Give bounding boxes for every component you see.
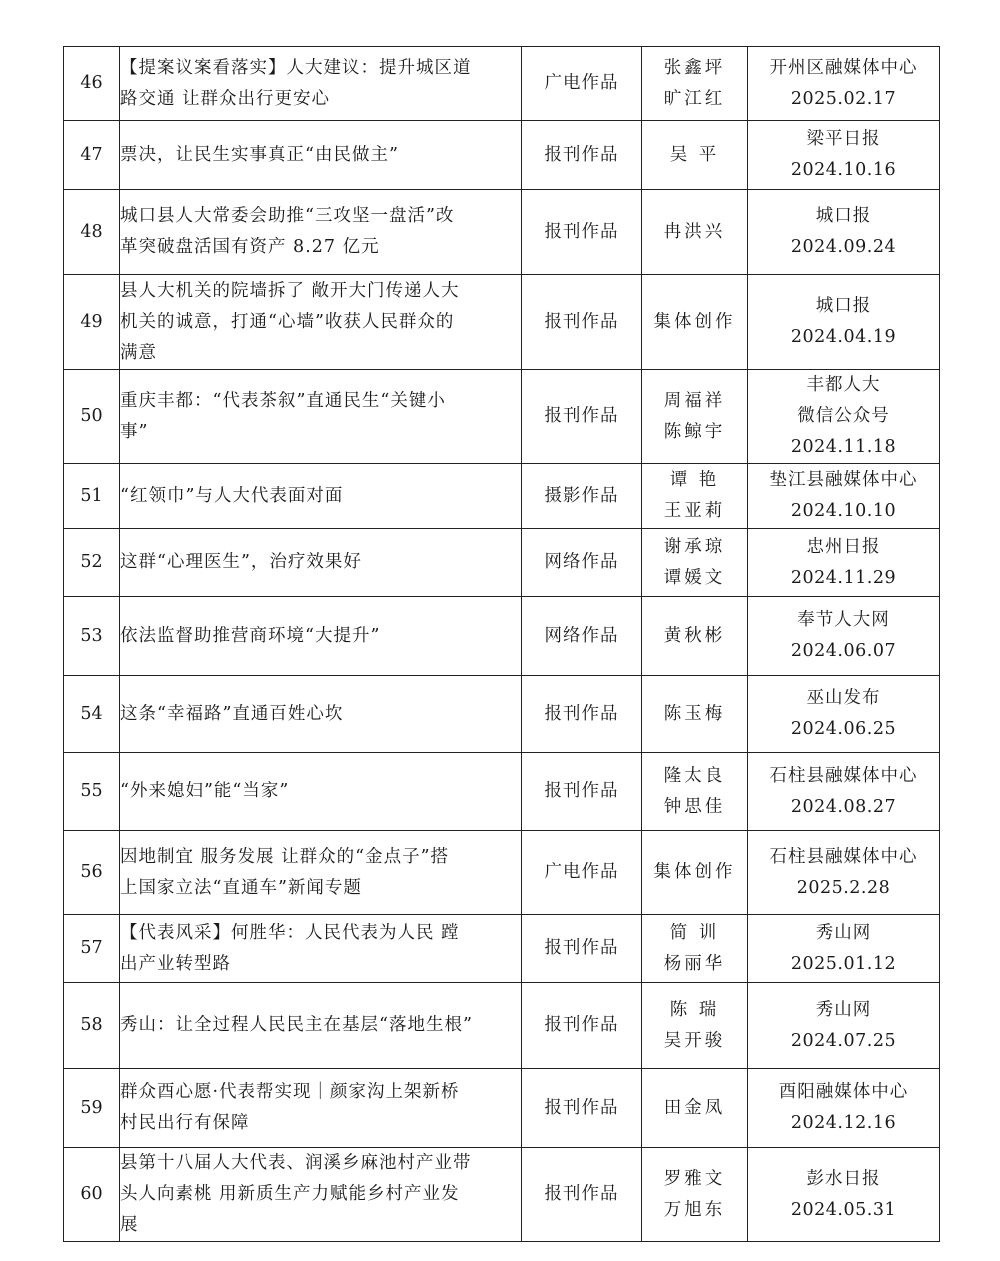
author-name: 罗雅文 xyxy=(663,1168,726,1189)
work-title-line: 【代表风采】何胜华：人民代表为人民 蹚 xyxy=(120,922,460,943)
work-title-cell xyxy=(120,370,522,464)
publisher-name: 微信公众号 xyxy=(797,406,890,426)
source-cell xyxy=(748,983,940,1069)
work-title-line: 机关的诚意，打通“心墙”收获人民群众的 xyxy=(120,311,455,332)
row-number: 50 xyxy=(80,406,103,426)
category-cell xyxy=(522,275,642,370)
category: 广电作品 xyxy=(544,73,619,93)
authors-cell xyxy=(642,1148,748,1242)
work-title-line: 头人向素桃 用新质生产力赋能乡村产业发 xyxy=(120,1184,460,1204)
author-name: 陈鲸宇 xyxy=(663,421,726,442)
author-name: 谭媛文 xyxy=(663,567,726,588)
author-name: 简 训 xyxy=(669,922,720,943)
author-name: 杨丽华 xyxy=(663,953,726,974)
table-body xyxy=(64,47,940,1242)
table-row xyxy=(64,1148,940,1242)
category-cell xyxy=(522,370,642,464)
row-number-cell xyxy=(64,753,120,831)
work-title-cell xyxy=(120,529,522,597)
authors-cell xyxy=(642,275,748,370)
author-name: 张鑫坪 xyxy=(663,57,726,78)
publisher-name: 秀山网 xyxy=(815,922,872,943)
row-number-cell xyxy=(64,597,120,676)
row-number-cell xyxy=(64,915,120,983)
publisher-name: 城口报 xyxy=(815,296,872,316)
authors-cell xyxy=(642,915,748,983)
author-name: 王亚莉 xyxy=(663,501,726,521)
work-title-line: 革突破盘活国有资产 8.27 亿元 xyxy=(120,237,380,257)
category: 报刊作品 xyxy=(544,144,619,165)
work-title-line: “外来媳妇”能“当家” xyxy=(120,781,290,801)
category: 广电作品 xyxy=(544,862,619,882)
work-title-line: 这条“幸福路”直通百姓心坎 xyxy=(120,703,344,724)
work-title-line: 票决，让民生实事真正“由民做主” xyxy=(120,144,399,165)
table-row xyxy=(64,831,940,915)
publish-date: 2024.07.25 xyxy=(790,1030,897,1051)
publish-date: 2024.06.25 xyxy=(790,719,897,739)
author-name: 万旭东 xyxy=(663,1199,726,1220)
author-name: 集体创作 xyxy=(653,311,736,332)
category-cell xyxy=(522,529,642,597)
source-cell xyxy=(748,190,940,275)
source-cell xyxy=(748,370,940,464)
work-title-line: 满意 xyxy=(120,342,157,363)
row-number: 48 xyxy=(80,221,103,242)
publish-date: 2024.11.29 xyxy=(790,567,897,588)
row-number: 56 xyxy=(80,862,103,882)
authors-cell xyxy=(642,753,748,831)
row-number-cell xyxy=(64,121,120,190)
author-name: 田金凤 xyxy=(663,1097,726,1118)
table-row xyxy=(64,1069,940,1148)
category-cell xyxy=(522,831,642,915)
publish-date: 2025.2.28 xyxy=(796,877,891,898)
category: 报刊作品 xyxy=(544,406,619,426)
source-cell xyxy=(748,464,940,529)
work-title-cell xyxy=(120,983,522,1069)
author-name: 陈 瑞 xyxy=(669,999,720,1020)
publish-date: 2024.10.16 xyxy=(790,160,897,180)
work-title-line: 展 xyxy=(120,1215,139,1235)
row-number-cell xyxy=(64,47,120,121)
publisher-name: 梁平日报 xyxy=(806,129,881,149)
table-row xyxy=(64,275,940,370)
work-title-cell xyxy=(120,464,522,529)
work-title-cell xyxy=(120,47,522,121)
author-name: 冉洪兴 xyxy=(663,221,726,242)
author-name: 黄秋彬 xyxy=(663,625,726,646)
authors-cell xyxy=(642,190,748,275)
table-row xyxy=(64,597,940,676)
row-number: 47 xyxy=(80,144,103,165)
category-cell xyxy=(522,1069,642,1148)
category-cell xyxy=(522,597,642,676)
row-number-cell xyxy=(64,676,120,753)
row-number: 57 xyxy=(80,938,103,958)
row-number-cell xyxy=(64,464,120,529)
source-cell xyxy=(748,275,940,370)
table-row xyxy=(64,370,940,464)
category: 网络作品 xyxy=(544,625,619,646)
row-number: 51 xyxy=(80,485,103,506)
work-title-line: 路交通 让群众出行更安心 xyxy=(120,88,331,109)
publisher-name: 忠州日报 xyxy=(806,536,881,557)
table-row xyxy=(64,464,940,529)
category-cell xyxy=(522,47,642,121)
publish-date: 2025.01.12 xyxy=(790,953,897,974)
row-number-cell xyxy=(64,275,120,370)
source-cell xyxy=(748,831,940,915)
row-number: 58 xyxy=(80,1015,103,1035)
row-number: 53 xyxy=(80,625,103,646)
author-name: 旷江红 xyxy=(663,88,726,109)
table-row xyxy=(64,753,940,831)
category: 摄影作品 xyxy=(544,485,619,506)
author-name: 吴开骏 xyxy=(663,1030,726,1051)
category: 报刊作品 xyxy=(544,703,619,724)
work-title-cell xyxy=(120,753,522,831)
category-cell xyxy=(522,676,642,753)
row-number: 52 xyxy=(80,552,103,572)
work-title-cell xyxy=(120,1069,522,1148)
work-title-line: 因地制宜 服务发展 让群众的“金点子”搭 xyxy=(120,846,450,867)
publisher-name: 酉阳融媒体中心 xyxy=(778,1082,909,1102)
category-cell xyxy=(522,983,642,1069)
authors-cell xyxy=(642,676,748,753)
authors-cell xyxy=(642,47,748,121)
author-name: 集体创作 xyxy=(653,862,736,882)
row-number-cell xyxy=(64,1148,120,1242)
publisher-name: 垫江县融媒体中心 xyxy=(769,470,918,490)
work-title-cell xyxy=(120,597,522,676)
table-row xyxy=(64,915,940,983)
category-cell xyxy=(522,121,642,190)
author-name: 钟思佳 xyxy=(663,796,726,817)
row-number: 59 xyxy=(80,1097,103,1118)
category-cell xyxy=(522,464,642,529)
author-name: 周福祥 xyxy=(663,390,726,411)
work-title-line: 重庆丰都：“代表茶叙”直通民生“关键小 xyxy=(120,390,446,411)
row-number-cell xyxy=(64,983,120,1069)
publish-date: 2024.09.24 xyxy=(790,237,897,257)
work-title-line: 事” xyxy=(120,421,149,442)
row-number-cell xyxy=(64,831,120,915)
authors-cell xyxy=(642,597,748,676)
source-cell xyxy=(748,597,940,676)
publisher-name: 丰都人大 xyxy=(806,375,881,395)
row-number-cell xyxy=(64,370,120,464)
table-row xyxy=(64,529,940,597)
work-title-cell xyxy=(120,121,522,190)
work-title-cell xyxy=(120,190,522,275)
work-title-line: 秀山：让全过程人民民主在基层“落地生根” xyxy=(120,1015,473,1035)
row-number-cell xyxy=(64,1069,120,1148)
source-cell xyxy=(748,47,940,121)
table-row xyxy=(64,47,940,121)
authors-cell xyxy=(642,121,748,190)
work-title-line: 村民出行有保障 xyxy=(120,1113,250,1133)
table-row xyxy=(64,676,940,753)
authors-cell xyxy=(642,1069,748,1148)
publish-date: 2024.04.19 xyxy=(790,327,897,347)
category-cell xyxy=(522,753,642,831)
publisher-name: 巫山发布 xyxy=(806,688,881,708)
work-title-cell xyxy=(120,275,522,370)
work-title-line: “红领巾”与人大代表面对面 xyxy=(120,485,344,506)
category: 报刊作品 xyxy=(544,311,619,332)
author-name: 陈玉梅 xyxy=(663,703,726,724)
publisher-name: 秀山网 xyxy=(815,999,872,1020)
publish-date: 2024.08.27 xyxy=(790,796,897,817)
publish-date: 2024.12.16 xyxy=(790,1113,897,1133)
row-number-cell xyxy=(64,529,120,597)
work-title-line: 依法监督助推营商环境“大提升” xyxy=(120,625,381,646)
author-name: 隆太良 xyxy=(663,765,726,786)
work-title-line: 上国家立法“直通车”新闻专题 xyxy=(120,877,362,898)
work-title-line: 县第十八届人大代表、润溪乡麻池村产业带 xyxy=(120,1153,472,1173)
work-title-line: 城口县人大常委会助推“三攻坚一盘活”改 xyxy=(120,206,455,226)
work-title-line: 【提案议案看落实】人大建议：提升城区道 xyxy=(120,57,472,78)
category-cell xyxy=(522,190,642,275)
category-cell xyxy=(522,915,642,983)
table-row xyxy=(64,121,940,190)
authors-cell xyxy=(642,831,748,915)
work-title-line: 县人大机关的院墙拆了 敞开大门传递人大 xyxy=(120,280,460,301)
publisher-name: 石柱县融媒体中心 xyxy=(769,846,918,867)
awards-table xyxy=(63,46,940,1242)
author-name: 谢承琼 xyxy=(663,536,726,557)
category: 报刊作品 xyxy=(544,1184,619,1204)
author-name: 吴 平 xyxy=(669,144,720,165)
row-number: 49 xyxy=(80,311,103,332)
category: 报刊作品 xyxy=(544,221,619,242)
publisher-name: 城口报 xyxy=(815,206,872,226)
category: 报刊作品 xyxy=(544,938,619,958)
work-title-cell xyxy=(120,676,522,753)
publisher-name: 奉节人大网 xyxy=(797,610,890,630)
work-title-line: 出产业转型路 xyxy=(120,953,231,974)
work-title-cell xyxy=(120,831,522,915)
author-name: 谭 艳 xyxy=(669,470,720,490)
work-title-line: 群众酉心愿·代表帮实现｜颜家沟上架新桥 xyxy=(120,1082,460,1102)
table-row xyxy=(64,983,940,1069)
authors-cell xyxy=(642,370,748,464)
publish-date: 2024.06.07 xyxy=(790,641,897,661)
work-title-cell xyxy=(120,1148,522,1242)
authors-cell xyxy=(642,464,748,529)
work-title-cell xyxy=(120,915,522,983)
publish-date: 2025.02.17 xyxy=(790,88,897,109)
row-number-cell xyxy=(64,190,120,275)
source-cell xyxy=(748,121,940,190)
source-cell xyxy=(748,753,940,831)
authors-cell xyxy=(642,983,748,1069)
source-cell xyxy=(748,915,940,983)
work-title-line: 这群“心理医生”，治疗效果好 xyxy=(120,552,362,572)
source-cell xyxy=(748,676,940,753)
row-number: 60 xyxy=(80,1184,103,1204)
publish-date: 2024.10.10 xyxy=(790,501,897,521)
source-cell xyxy=(748,529,940,597)
category: 网络作品 xyxy=(544,552,619,572)
publisher-name: 开州区融媒体中心 xyxy=(769,57,918,78)
authors-cell xyxy=(642,529,748,597)
category: 报刊作品 xyxy=(544,781,619,801)
category: 报刊作品 xyxy=(544,1015,619,1035)
publisher-name: 彭水日报 xyxy=(806,1168,881,1189)
row-number: 46 xyxy=(80,73,103,93)
source-cell xyxy=(748,1148,940,1242)
category-cell xyxy=(522,1148,642,1242)
row-number: 55 xyxy=(80,781,103,801)
publisher-name: 石柱县融媒体中心 xyxy=(769,765,918,786)
publish-date: 2024.05.31 xyxy=(790,1199,897,1220)
publish-date: 2024.11.18 xyxy=(790,437,897,457)
source-cell xyxy=(748,1069,940,1148)
row-number: 54 xyxy=(80,703,103,724)
table-row xyxy=(64,190,940,275)
category: 报刊作品 xyxy=(544,1097,619,1118)
